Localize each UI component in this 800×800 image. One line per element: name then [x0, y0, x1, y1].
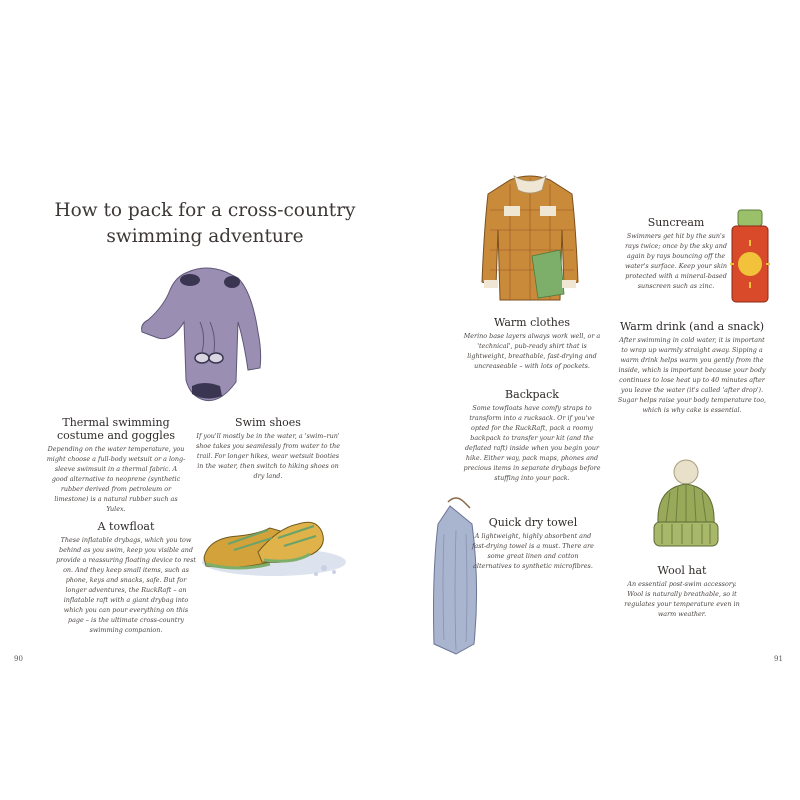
section-backpack — [462, 388, 602, 483]
section-wool-hat — [620, 564, 744, 619]
page-title: How to pack for a cross-country swimming adventure — [54, 200, 356, 247]
section-backpack-heading: Backpack — [505, 388, 559, 401]
section-shoes-body: If you'll mostly be in the water, a 'swim–run' shoe takes you seamlessly from water to the trail. For longer hikes, wear wetsuit booties in the water, then switch to hiking shoes on dry land. — [196, 432, 340, 480]
section-thermal-body: Depending on the water temperature, you might choose a full-body wetsuit or a long-sleeve swimsuit in a thermal fabric. A good alternative to neoprene (synthetic rubber derived from petroleum or limestone) is a natural rubber such as Yulex. — [46, 445, 186, 513]
section-shoes — [196, 416, 340, 481]
section-thermal — [46, 416, 186, 514]
section-drink — [616, 320, 768, 415]
section-suncream-heading: Suncream — [647, 216, 705, 229]
section-warm-clothes — [460, 316, 604, 371]
section-drink-body: After swimming in cold water, it is important to wrap up warmly straight away. Sipping a warm drink helps warm you gently from the inside, which is important because your body continues to lose heat up to 40 minutes after you leave the water (it's called 'after drop'). Sugar helps raise your body temperature too, which is why cake is essential. — [617, 336, 767, 414]
shirt-illustration — [480, 170, 580, 306]
section-towfloat — [56, 520, 196, 635]
section-towfloat-heading: A towfloat — [97, 520, 155, 533]
section-towfloat-body: These inflatable drybags, which you tow behind as you swim, keep you visible and provide a reassuring floating device to rest on. And they keep small items, such as phone, keys and snacks, safe. But for longer adventures, the RuckRaft – an inflatable raft with a giant drybag into which you can pour everything on this page – is the ultimate cross-country swimming companion. — [56, 536, 196, 634]
section-shoes-heading: Swim shoes — [235, 416, 301, 429]
section-wool-hat-body: An essential post-swim accessory. Wool is naturally breathable, so it regulates your temperature even in warm weather. — [624, 580, 740, 618]
section-towel-body: A lightweight, highly absorbent and fast-drying towel is a must. There are some great linen and cotton alternatives to synthetic microfibres. — [472, 532, 594, 570]
page-number-right: 91 — [774, 655, 783, 663]
suncream-illustration — [728, 208, 772, 304]
section-towel — [468, 516, 598, 571]
section-suncream-body: Swimmers get hit by the sun's rays twice; once by the sky and again by rays bouncing off the water's surface. Keep your skin protected with a mineral-based sunscreen such as zinc. — [624, 232, 728, 290]
wetsuit-illustration — [140, 262, 272, 410]
swim-shoes-illustration — [198, 508, 346, 586]
section-warm-clothes-body: Merino base layers always work well, or a 'technical', pub-ready shirt that is lightweight, breathable, fast-drying and uncreaseable – with lots of pockets. — [463, 332, 601, 370]
page-number-left: 90 — [14, 655, 23, 663]
section-suncream — [620, 216, 732, 291]
section-wool-hat-heading: Wool hat — [657, 564, 707, 577]
section-towel-heading: Quick dry towel — [488, 516, 578, 529]
section-drink-heading: Warm drink (and a snack) — [619, 320, 765, 333]
section-backpack-body: Some towfloats have comfy straps to transform into a rucksack. Or if you've opted for the RuckRaft, pack a roomy backpack to transfer your kit (and the deflated raft) inside when you begin your hike. Either way, pack maps, phones and precious items in separate drybags before stuffing into your pack. — [463, 404, 601, 482]
section-thermal-heading: Thermal swimming costume and goggles — [57, 416, 175, 442]
wool-hat-illustration — [648, 458, 724, 552]
section-warm-clothes-heading: Warm clothes — [493, 316, 571, 329]
